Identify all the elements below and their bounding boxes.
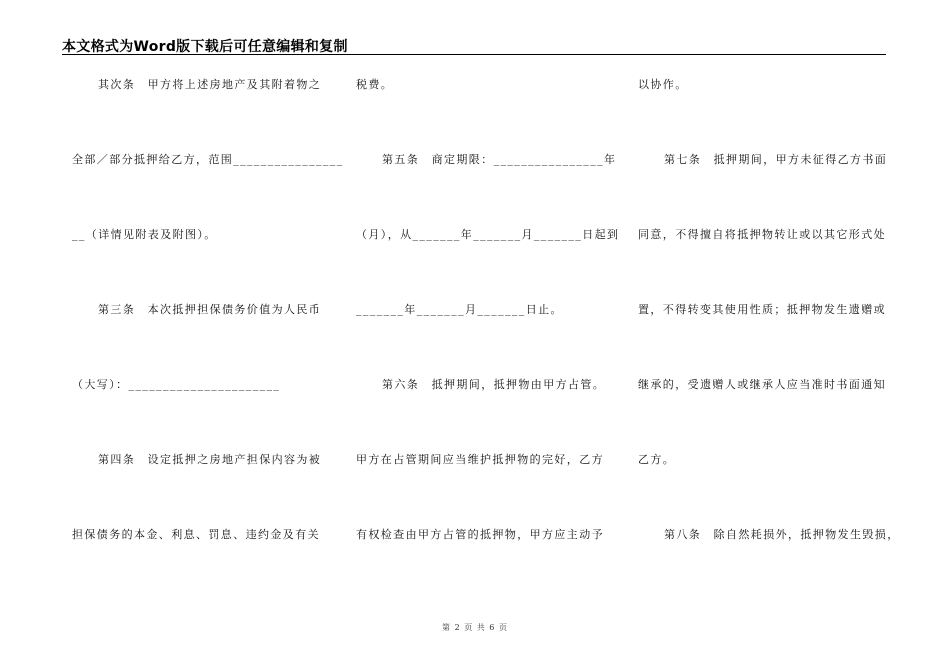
page-number: 第 2 页 共 6 页 xyxy=(442,623,508,632)
text-line: 乙方。 xyxy=(638,453,676,466)
text-line: 第四条 设定抵押之房地产担保内容为被 xyxy=(98,453,322,466)
text-line: __（详情见附表及附图）。 xyxy=(72,228,217,241)
text-line: 同意，不得擅自将抵押物转让或以其它形式处 xyxy=(638,228,886,241)
text-line: 第八条 除自然耗损外，抵押物发生毁损， xyxy=(664,528,900,541)
text-column-3 xyxy=(638,70,900,610)
text-line: _______年_______月_______日止。 xyxy=(356,303,563,316)
text-line: 继承的，受遗赠人或继承人应当准时书面通知 xyxy=(638,378,886,391)
text-line: 全部／部分抵押给乙方，范围________________ xyxy=(72,153,344,166)
text-line: 以协作。 xyxy=(638,78,688,91)
header-divider xyxy=(62,54,886,55)
text-line: 置，不得转变其使用性质；抵押物发生遗赠或 xyxy=(638,303,886,316)
text-line: 担保债务的本金、利息、罚息、违约金及有关 xyxy=(72,528,320,541)
text-line: 第五条 商定期限：________________年 xyxy=(382,153,617,166)
text-line: 其次条 甲方将上述房地产及其附着物之 xyxy=(98,78,322,91)
text-line: 第六条 抵押期间，抵押物由甲方占管。 xyxy=(382,378,606,391)
text-line: 甲方在占管期间应当维护抵押物的完好，乙方 xyxy=(356,453,604,466)
text-line: 税费。 xyxy=(356,78,394,91)
text-column-2 xyxy=(356,70,620,610)
text-line: （月），从_______年_______月_______日起到 xyxy=(356,228,620,241)
text-line: 第三条 本次抵押担保债务价值为人民币 xyxy=(98,303,322,316)
page-header-title: 本文格式为Word版下载后可任意编辑和复制 xyxy=(62,39,348,55)
text-column-1 xyxy=(72,70,344,610)
text-line: （大写）：______________________ xyxy=(72,378,281,391)
text-line: 有权检查由甲方占管的抵押物，甲方应主动予 xyxy=(356,528,604,541)
text-line: 第七条 抵押期间，甲方未征得乙方书面 xyxy=(664,153,888,166)
